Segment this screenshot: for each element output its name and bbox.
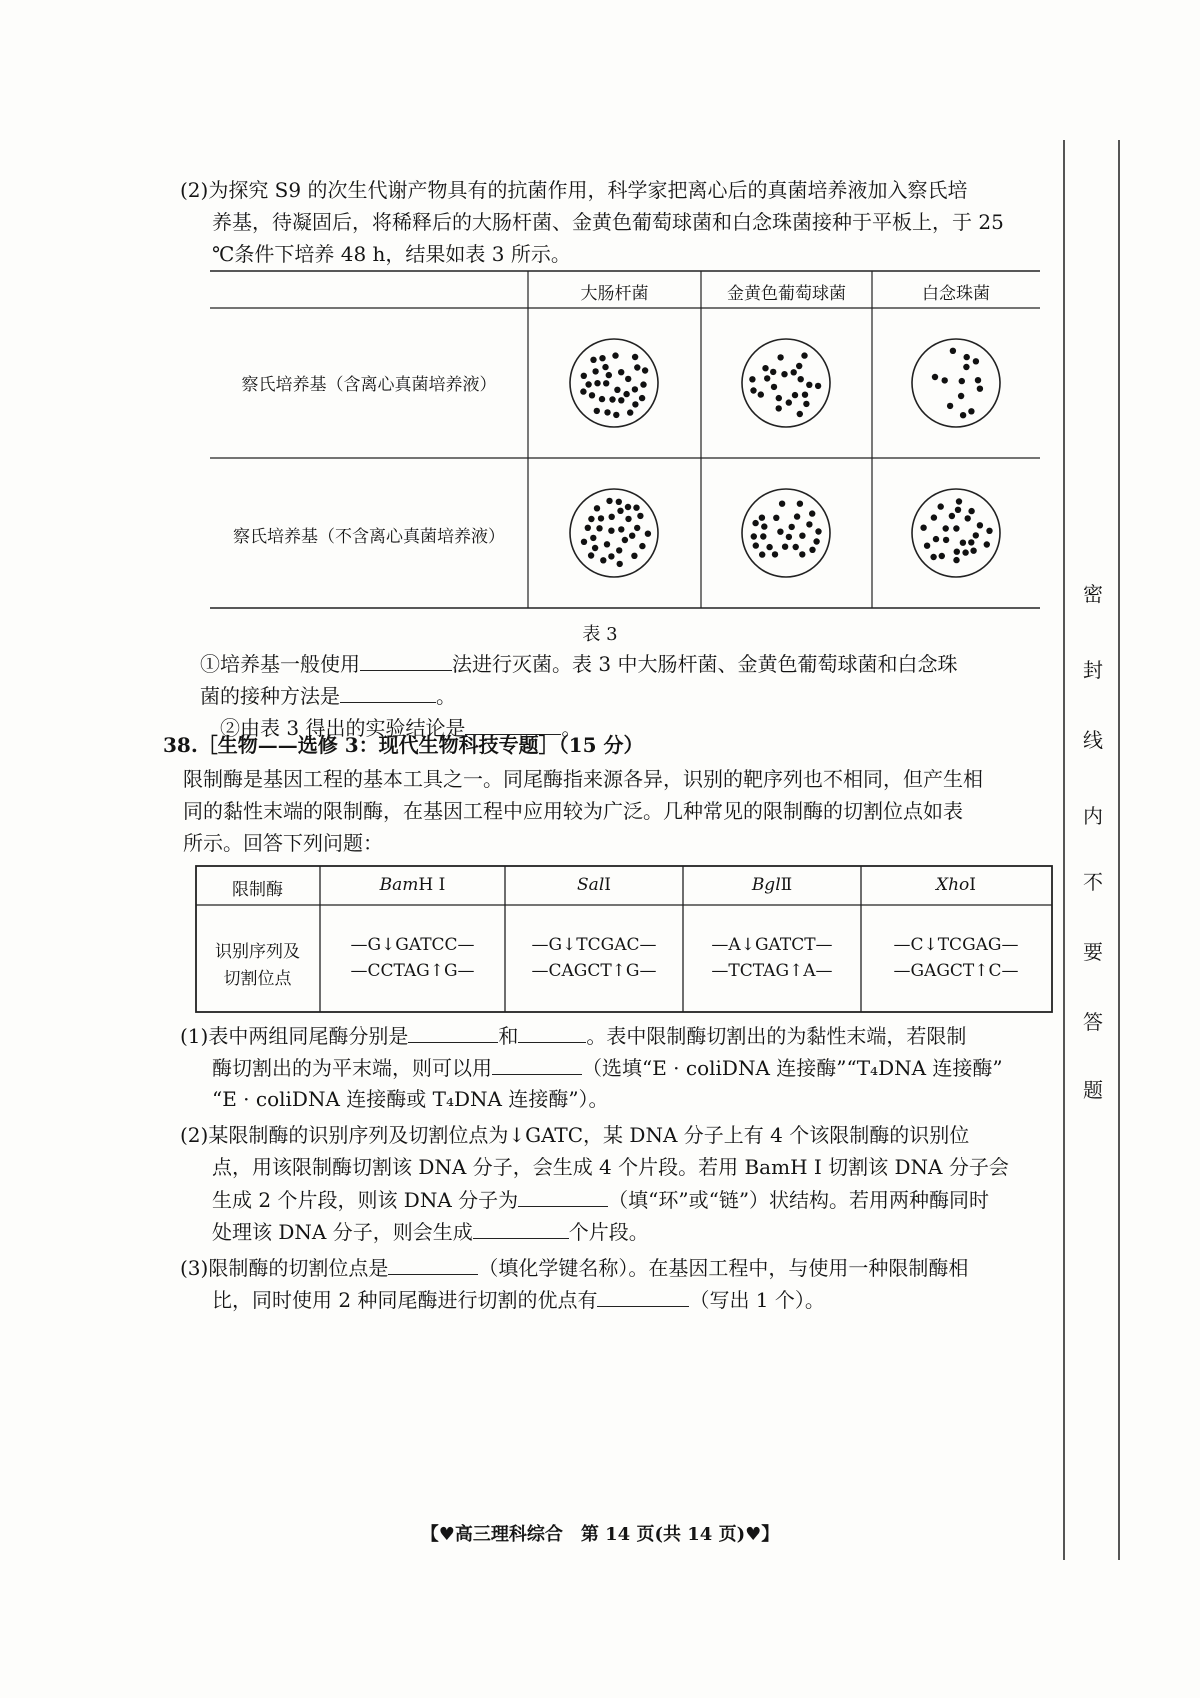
enzyme-name-bglii: BglⅡ xyxy=(751,875,793,895)
colony-dot xyxy=(764,375,770,381)
q38-1-line2: 酶切割出的为平末端，则可以用 （选填“E · coliDNA 连接酶”“T₄DNA 连接酶” xyxy=(212,1052,1003,1083)
colony-dot xyxy=(960,540,966,546)
enzyme-name-sali: SalⅠ xyxy=(577,875,611,895)
binding-line-outer xyxy=(1118,140,1120,1560)
colony-dot xyxy=(770,369,776,375)
colony-dot xyxy=(598,515,604,521)
q2-sub2-line: ②由表 3 得出的实验结论是 。 xyxy=(220,712,581,743)
answer-blank[interactable] xyxy=(597,1284,689,1307)
side-char: 线 xyxy=(1083,728,1103,752)
colony-dot xyxy=(773,515,779,521)
colony-dot xyxy=(639,543,645,549)
colony-dot xyxy=(606,498,612,504)
colony-dot xyxy=(959,378,965,384)
colony-dot xyxy=(938,503,944,509)
bamhi-top-strand: —G↓GATCC— xyxy=(350,935,475,955)
colony-dot xyxy=(960,412,966,418)
colony-dot xyxy=(625,516,631,522)
enzyme-table-header-label: 限制酶 xyxy=(232,880,283,900)
colony-dot xyxy=(617,561,623,567)
colony-dot xyxy=(777,354,783,360)
colony-dot xyxy=(977,522,983,528)
colony-dot xyxy=(618,369,624,375)
colony-dot xyxy=(612,352,618,358)
colony-dot xyxy=(975,377,981,383)
colony-dot xyxy=(637,513,643,519)
colony-dot xyxy=(799,533,805,539)
answer-blank[interactable] xyxy=(360,648,452,671)
colony-dot xyxy=(592,545,598,551)
colony-dot xyxy=(794,513,800,519)
enzyme-name-xhoi: XhoⅠ xyxy=(935,875,976,895)
colony-dot xyxy=(786,399,792,405)
colony-dot xyxy=(599,396,605,402)
colony-dot xyxy=(930,554,936,560)
colony-dot xyxy=(604,541,610,547)
side-char: 不 xyxy=(1083,870,1103,894)
sali-top-strand: —G↓TCGAC— xyxy=(531,935,657,955)
q38-2-line4: 处理该 DNA 分子，则会生成 个片段。 xyxy=(212,1216,649,1247)
colony-dot xyxy=(984,541,990,547)
colony-dot xyxy=(609,396,615,402)
colony-dot xyxy=(634,525,640,531)
colony-dot xyxy=(792,392,798,398)
q38-2-line2: 点，用该限制酶切割该 DNA 分子，会生成 4 个片段。若用 BamH Ⅰ 切割该 DNA 分子会 xyxy=(212,1155,1009,1179)
colony-dot xyxy=(968,539,974,545)
page-footer: 【♥高三理科综合 第 14 页(共 14 页)♥】 xyxy=(420,1524,780,1545)
colony-dot xyxy=(965,515,971,521)
colony-dot xyxy=(602,364,608,370)
q38-3-line2-wrap xyxy=(212,1284,1052,1316)
answer-blank[interactable] xyxy=(518,1020,586,1043)
table3-caption: 表 3 xyxy=(582,624,618,645)
q38-2-line3: 生成 2 个片段，则该 DNA 分子为 （填“环”或“链”）状结构。若用两种酶同时 xyxy=(212,1184,989,1215)
side-char: 答 xyxy=(1083,1010,1103,1034)
colony-dot xyxy=(931,514,937,520)
enzyme-table-row-label-1: 识别序列及 xyxy=(215,942,300,962)
colony-dot xyxy=(950,348,956,354)
colony-dot xyxy=(793,544,799,550)
colony-dot xyxy=(776,395,782,401)
colony-dot xyxy=(806,382,812,388)
table3-header-calbicans: 白念珠菌 xyxy=(922,284,990,304)
q38-intro-line: 限制酶是基因工程的基本工具之一。同尾酶指来源各异，识别的靶序列也不相同，但产生相 xyxy=(183,767,983,791)
colony-dot xyxy=(633,505,639,511)
colony-dot xyxy=(809,547,815,553)
q38-intro-line: 同的黏性末端的限制酶，在基因工程中应用较为广泛。几种常见的限制酶的切割位点如表 xyxy=(183,799,963,823)
colony-dot xyxy=(977,386,983,392)
colony-dot xyxy=(627,409,633,415)
q38-3-line2: 比，同时使用 2 种同尾酶进行切割的优点有 （写出 1 个）。 xyxy=(212,1284,825,1315)
q38-block xyxy=(163,730,1043,860)
colony-dot xyxy=(585,525,591,531)
colony-dot xyxy=(616,547,622,553)
q2-line: (2)为探究 S9 的次生代谢产物具有的抗菌作用，科学家把离心后的真菌培养液加入察氏培 xyxy=(180,178,968,202)
colony-dot xyxy=(949,513,955,519)
q2-line: 养基，待凝固后，将稀释后的大肠杆菌、金黄色葡萄球菌和白念珠菌接种于平板上，于 25 xyxy=(212,210,1004,234)
xhoi-bottom-strand: —GAGCT↑C— xyxy=(893,961,1019,981)
colony-dot xyxy=(933,536,939,542)
colony-dot xyxy=(791,369,797,375)
colony-dot xyxy=(622,537,628,543)
colony-dot xyxy=(604,409,610,415)
side-char: 密 xyxy=(1083,582,1103,606)
colony-dot xyxy=(964,354,970,360)
colony-dot xyxy=(634,364,640,370)
colony-dot xyxy=(608,528,614,534)
side-char: 内 xyxy=(1083,804,1103,828)
answer-blank[interactable] xyxy=(518,1184,608,1207)
colony-dot xyxy=(590,357,596,363)
colony-dot xyxy=(762,365,768,371)
colony-dot xyxy=(943,525,949,531)
colony-dot xyxy=(947,403,953,409)
colony-dot xyxy=(920,525,926,531)
answer-blank[interactable] xyxy=(408,1020,498,1043)
colony-dot xyxy=(799,551,805,557)
enzyme-table-row-label-2: 切割位点 xyxy=(223,969,292,989)
colony-dot xyxy=(616,499,622,505)
colony-dot xyxy=(789,524,795,530)
colony-dot xyxy=(750,387,756,393)
colony-dot xyxy=(782,544,788,550)
colony-dot xyxy=(796,363,802,369)
petri-dishes xyxy=(210,270,1040,610)
colony-dot xyxy=(752,520,758,526)
colony-dot xyxy=(632,401,638,407)
colony-dot xyxy=(588,552,594,558)
colony-dot xyxy=(581,539,587,545)
colony-dot xyxy=(589,392,595,398)
answer-blank[interactable] xyxy=(388,1252,478,1275)
colony-dot xyxy=(588,516,594,522)
enzyme-name-bamhi: BamH Ⅰ xyxy=(379,875,446,895)
answer-blank[interactable] xyxy=(473,1216,569,1239)
colony-dot xyxy=(613,412,619,418)
colony-dot xyxy=(618,397,624,403)
colony-dot xyxy=(590,535,596,541)
colony-dot xyxy=(781,371,787,377)
colony-dot xyxy=(609,514,615,520)
colony-dot xyxy=(760,533,766,539)
colony-dot xyxy=(603,380,609,386)
colony-dot xyxy=(751,533,757,539)
colony-dot xyxy=(596,525,602,531)
q38-title: 38.［生物——选修 3：现代生物科技专题］（15 分） xyxy=(163,733,644,757)
colony-dot xyxy=(608,553,614,559)
colony-dot xyxy=(956,498,962,504)
side-char: 要 xyxy=(1083,940,1103,964)
colony-dot xyxy=(932,374,938,380)
colony-dot xyxy=(973,358,979,364)
colony-dot xyxy=(943,537,949,543)
colony-dot xyxy=(753,542,759,548)
colony-dot xyxy=(632,386,638,392)
colony-dot xyxy=(962,549,968,555)
colony-dot xyxy=(631,553,637,559)
bglii-top-strand: —A↓GATCT— xyxy=(711,935,833,955)
bamhi-bottom-strand: —CCTAG↑G— xyxy=(350,961,475,981)
colony-dot xyxy=(594,380,600,386)
colony-dot xyxy=(625,504,631,510)
colony-dot xyxy=(803,401,809,407)
q38-3-line1: (3)限制酶的切割位点是 （填化学键名称）。在基因工程中，与使用一种限制酶相 xyxy=(180,1252,968,1283)
colony-dot xyxy=(815,528,821,534)
colony-dot xyxy=(623,391,629,397)
colony-dot xyxy=(968,508,974,514)
table3-header-ecoli: 大肠杆菌 xyxy=(580,284,649,304)
petri-dish xyxy=(912,339,1000,427)
q2-line: ℃条件下培养 48 h，结果如表 3 所示。 xyxy=(212,242,571,266)
enzyme-table xyxy=(195,865,1055,1015)
colony-dot xyxy=(973,532,979,538)
colony-dot xyxy=(963,364,969,370)
colony-dot xyxy=(801,352,807,358)
colony-dot xyxy=(594,505,600,511)
table3-row-label-without: 察氏培养基（不含离心真菌培养液） xyxy=(233,527,505,547)
colony-dot xyxy=(953,557,959,563)
colony-dot xyxy=(772,551,778,557)
colony-dot xyxy=(585,381,591,387)
binding-line-inner xyxy=(1063,140,1065,1560)
colony-dot xyxy=(942,377,948,383)
colony-dot xyxy=(813,538,819,544)
colony-dot xyxy=(625,376,631,382)
colony-dot xyxy=(632,354,638,360)
colony-dot xyxy=(617,508,623,514)
sali-bottom-strand: —CAGCT↑G— xyxy=(531,961,657,981)
colony-dot xyxy=(809,510,815,516)
colony-dot xyxy=(614,387,620,393)
colony-dot xyxy=(599,355,605,361)
colony-dot xyxy=(749,376,755,382)
colony-dot xyxy=(761,523,767,529)
colony-dot xyxy=(580,388,586,394)
colony-dot xyxy=(600,557,606,563)
colony-dot xyxy=(594,408,600,414)
colony-dot xyxy=(970,548,976,554)
colony-dot xyxy=(986,528,992,534)
colony-dot xyxy=(759,515,765,521)
colony-dot xyxy=(777,529,783,535)
colony-dot xyxy=(766,544,772,550)
q38-1-line3: “E · coliDNA 连接酶或 T₄DNA 连接酶”）。 xyxy=(212,1087,609,1111)
colony-dot xyxy=(954,549,960,555)
colony-dot xyxy=(759,551,765,557)
colony-dot xyxy=(953,525,959,531)
colony-dot xyxy=(618,526,624,532)
xhoi-top-strand: —C↓TCGAG— xyxy=(893,935,1019,955)
q38-2-line1: (2)某限制酶的识别序列及切割位点为↓GATC，某 DNA 分子上有 4 个该限制酶的识别位 xyxy=(180,1123,970,1147)
colony-dot xyxy=(758,391,764,397)
answer-blank[interactable] xyxy=(340,680,436,703)
colony-dot xyxy=(798,376,804,382)
answer-blank[interactable] xyxy=(492,1052,582,1075)
q2-sub1-line2: 菌的接种方法是 。 xyxy=(200,680,456,711)
q2-sub1-line1: ①培养基一般使用 法进行灭菌。表 3 中大肠杆菌、金黄色葡萄球菌和白念珠 xyxy=(200,648,957,679)
q2-block xyxy=(180,175,1040,275)
colony-dot xyxy=(592,368,598,374)
bglii-bottom-strand: —TCTAG↑A— xyxy=(711,961,833,981)
colony-dot xyxy=(779,501,785,507)
colony-dot xyxy=(629,533,635,539)
colony-dot xyxy=(797,501,803,507)
colony-dot xyxy=(776,405,782,411)
colony-dot xyxy=(771,384,777,390)
colony-dot xyxy=(955,507,961,513)
colony-dot xyxy=(968,408,974,414)
colony-dot xyxy=(606,372,612,378)
table3-row-label-with: 察氏培养基（含离心真菌培养液） xyxy=(241,375,497,395)
colony-dot xyxy=(939,553,945,559)
colony-dot xyxy=(815,383,821,389)
q38-intro-line: 所示。回答下列问题： xyxy=(183,831,383,855)
colony-dot xyxy=(640,381,646,387)
colony-dot xyxy=(786,534,792,540)
colony-dot xyxy=(581,373,587,379)
colony-dot xyxy=(639,395,645,401)
table3 xyxy=(210,270,1040,610)
side-char: 题 xyxy=(1083,1078,1103,1102)
colony-dot xyxy=(645,531,651,537)
colony-dot xyxy=(924,543,930,549)
colony-dot xyxy=(797,411,803,417)
colony-dot xyxy=(958,393,964,399)
colony-dot xyxy=(642,367,648,373)
q38-1-line1: (1)表中两组同尾酶分别是 和 。表中限制酶切割出的为黏性末端，若限制 xyxy=(180,1020,966,1051)
colony-dot xyxy=(806,521,812,527)
q38-questions xyxy=(180,1020,1050,1280)
side-char: 封 xyxy=(1083,658,1103,682)
table3-header-saureus: 金黄色葡萄球菌 xyxy=(727,284,846,304)
colony-dot xyxy=(802,392,808,398)
